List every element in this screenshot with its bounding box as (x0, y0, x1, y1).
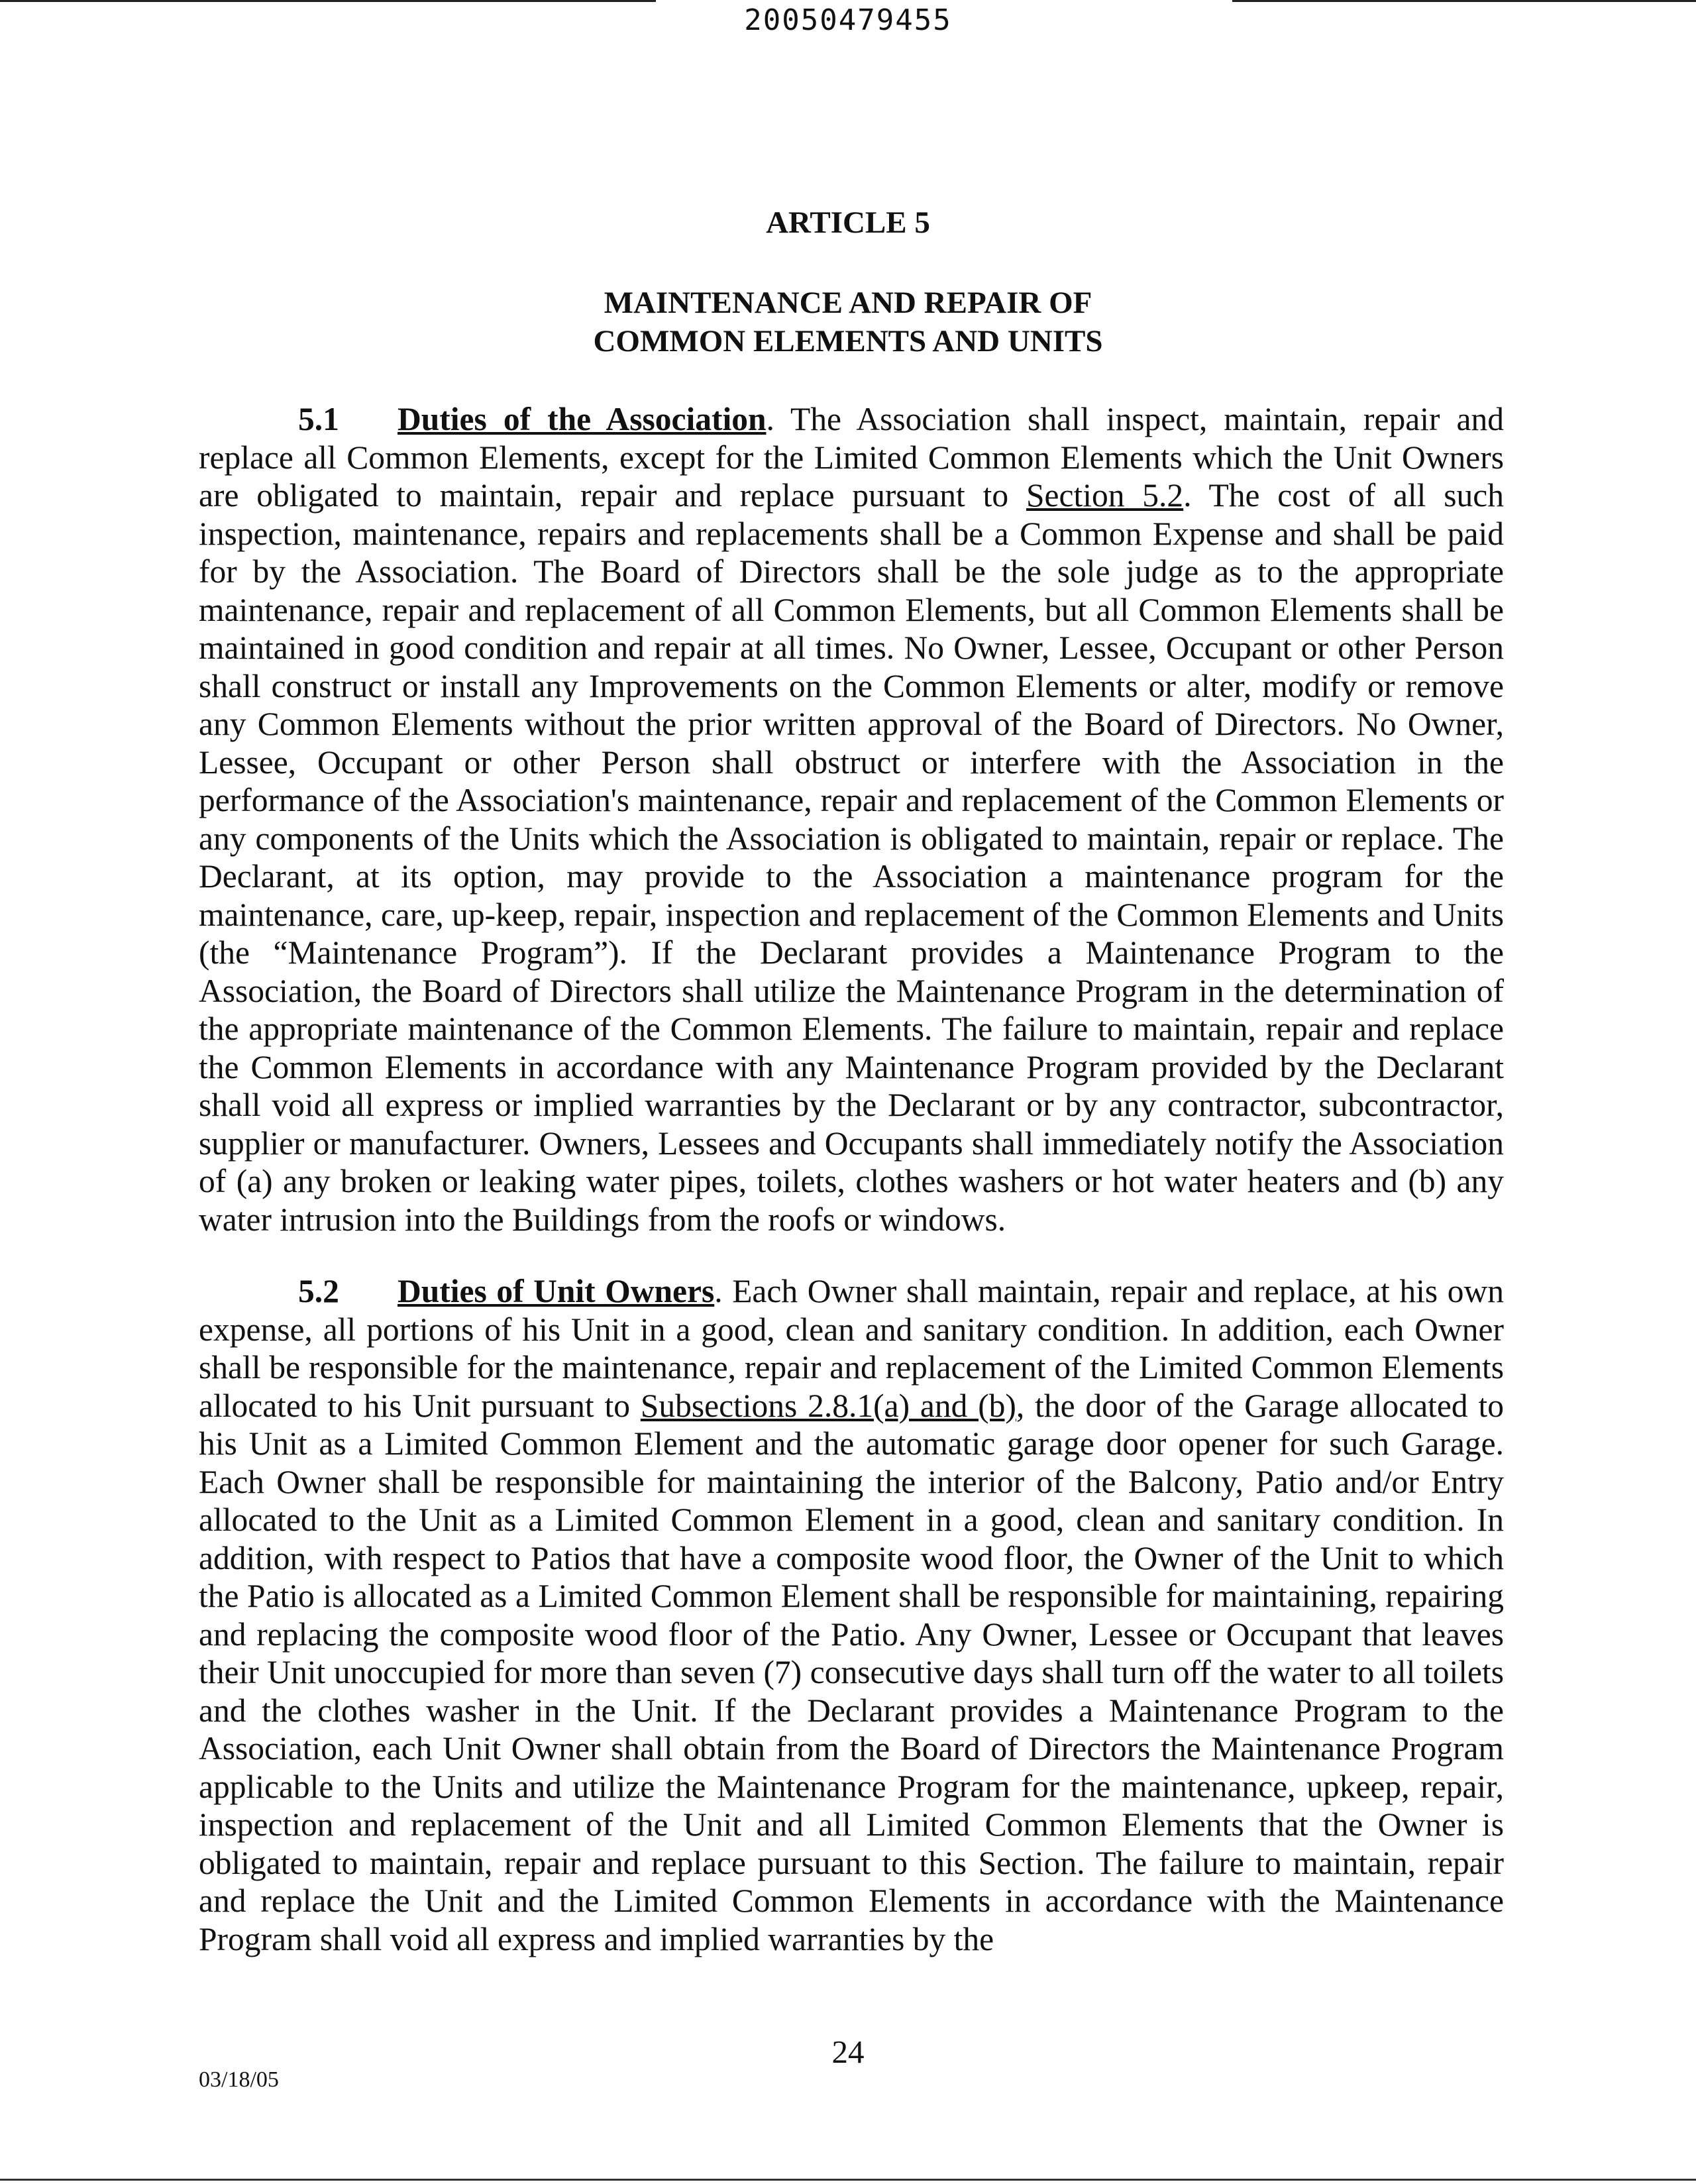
section-text: , the door of the Garage allocated to his Unit as a Limited Common Element and the automatic garage door opener for such Garage. Each Owner shall be responsible for maintaining the interior of the Balcony, Patio and/or Entry allocated to the Unit as a Limited Common Element in a good, clean and sanitary condition. In addition, with respect to Patios that have a composite wood floor, the Owner of the Unit to which the Patio is allocated as a Limited Common Element shall be responsible for maintaining, repairing and replacing the composite wood floor of the Patio. Any Owner, Lessee or Occupant that leaves their Unit unoccupied for more than seven (7) consecutive days shall turn off the water to all toilets and the clothes washer in the Unit. If the Declarant provides a Maintenance Program to the Association, each Unit Owner shall obtain from the Board of Directors the Maintenance Program applicable to the Units and utilize the Maintenance Program for the maintenance, upkeep, repair, inspection and replacement of the Unit and all Limited Common Elements that the Owner is obligated to maintain, repair and replace pursuant to this Section. The failure to maintain, repair and replace the Unit and the Limited Common Elements in accordance with the Maintenance Program shall void all express and implied warranties by the (199, 1387, 1504, 1957)
article-title-line-2: COMMON ELEMENTS AND UNITS (593, 324, 1103, 358)
section-number: 5.2 (298, 1273, 339, 1309)
section-5-1-paragraph (199, 400, 1504, 1238)
top-scan-border-right (1232, 0, 1696, 2)
page-number: 24 (831, 2034, 865, 2070)
document-number: 20050479455 (744, 3, 952, 37)
cross-reference: Section 5.2 (1026, 477, 1184, 514)
article-title (0, 284, 1696, 360)
section-text: . The cost of all such inspection, maintenance, repairs and replacements shall be a Common Expense and shall be paid for by the Association. The Board of Directors shall be the sole judge as to the appropriate maintenance, repair and replacement of all Common Elements, but all Common Elements shall be maintained in good condition and repair at all times. No Owner, Lessee, Occupant or other Person shall construct or install any Improvements on the Common Elements or alter, modify or remove any Common Elements without the prior written approval of the Board of Directors. No Owner, Lessee, Occupant or other Person shall obstruct or interfere with the Association in the performance of the Association's maintenance, repair and replacement of the Common Elements or any components of the Units which the Association is obligated to maintain, repair or replace. The Declarant, at its option, may provide to the Association a maintenance program for the maintenance, care, up-keep, repair, inspection and replacement of the Common Elements and Units (the “Maintenance Program”). If the Declarant provides a Maintenance Program to the Association, the Board of Directors shall utilize the Maintenance Program in the determination of the appropriate maintenance of the Common Elements. The failure to maintain, repair and replace the Common Elements in accordance with any Maintenance Program provided by the Declarant shall void all express or implied warranties by the Declarant or by any contractor, subcontractor, supplier or manufacturer. Owners, Lessees and Occupants shall immediately notify the Association of (a) any broken or leaking water pipes, toilets, clothes washers or hot water heaters and (b) any water intrusion into the Buildings from the roofs or windows. (199, 477, 1504, 1238)
footer-date: 03/18/05 (199, 2067, 279, 2092)
section-5-2-paragraph (199, 1272, 1504, 1958)
article-heading: ARTICLE 5 (766, 205, 930, 240)
top-scan-border-left (0, 0, 656, 2)
cross-reference: Subsections 2.8.1(a) and (b) (640, 1387, 1016, 1424)
bottom-scan-border (0, 2179, 1696, 2181)
section-title: Duties of the Association (398, 401, 767, 437)
section-title: Duties of Unit Owners (398, 1273, 715, 1309)
section-text: . Each Owner shall maintain, repair and replace, at his own expense, all portions of his Unit in a good, clean and sanitary condition. In addition, each Owner shall be responsible for the maintenance, repair and replacement of the Limited Common Elements allocated to his Unit pursuant to (199, 1273, 1504, 1424)
section-number: 5.1 (298, 401, 339, 437)
section-text: . The Association shall inspect, maintain, repair and replace all Common Elements, except for the Limited Common Elements which the Unit Owners are obligated to maintain, repair and replace pursuant to (199, 401, 1504, 514)
article-title-line-1: MAINTENANCE AND REPAIR OF (604, 286, 1092, 320)
